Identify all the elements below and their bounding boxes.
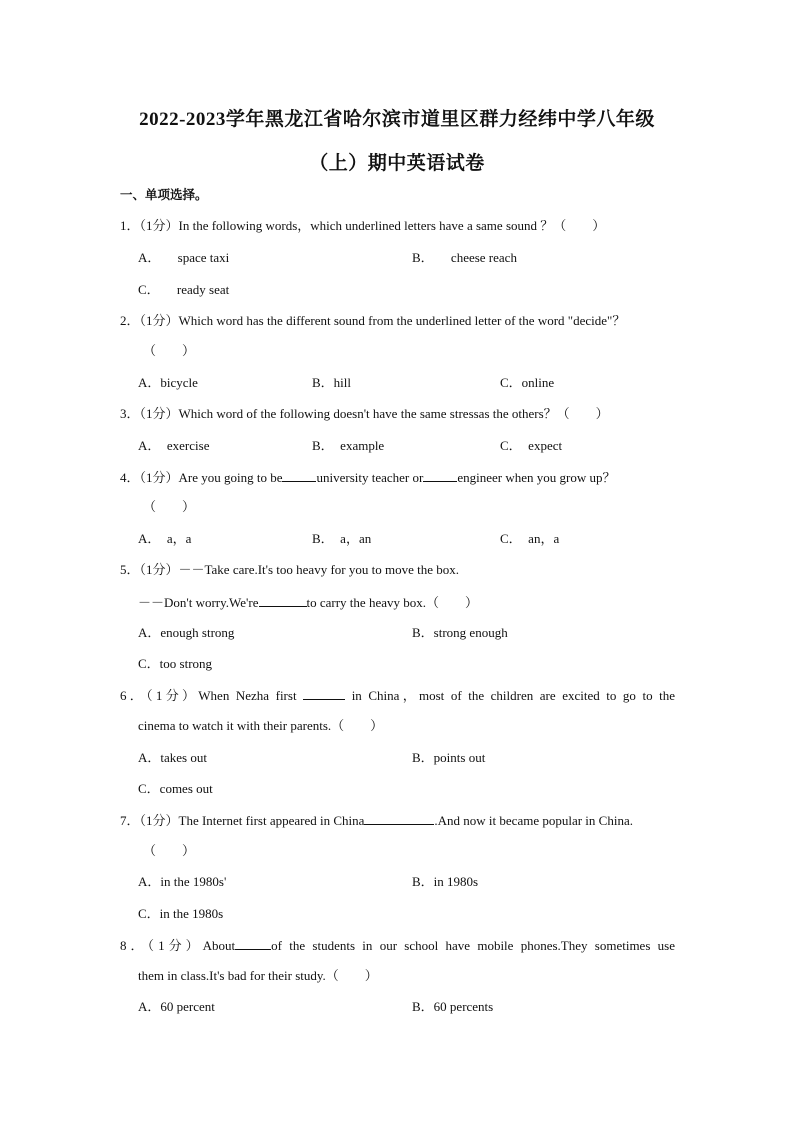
question-8-line2: them in class.It's bad for their study.（ ） (138, 968, 378, 983)
question-8-option-a: A．60 percent (138, 999, 215, 1014)
question-1-stem: 1．（1分）In the following words，which underlined letters have a same sound ？（ ） (120, 218, 606, 233)
answer-blank (423, 468, 457, 482)
option-label: A． (138, 250, 161, 265)
option-text: space taxi (177, 250, 230, 265)
question-2-option-c: C．online (500, 375, 555, 390)
stem-part: .And now it became popular in China. (434, 813, 633, 828)
question-6-option-c: C．comes out (138, 781, 213, 796)
question-7-stem (120, 811, 633, 830)
question-8-stem (120, 936, 675, 955)
question-3-option-b: B． example (312, 438, 385, 453)
question-7-option-a: A．in the 1980s' (138, 874, 227, 889)
question-4-option-c: C． an，a (500, 531, 560, 546)
question-7-option-c: C．in the 1980s (138, 906, 224, 921)
stem-part: of the students in our school have mobile phones.They sometimes use (271, 938, 675, 953)
question-2-answer-paren: （ ） (143, 343, 196, 358)
stem-part: 6．（1分）When Nezha first (120, 688, 297, 703)
answer-blank (235, 936, 271, 950)
question-3-option-c: C． expect (500, 438, 563, 453)
question-4-option-b: B． a，an (312, 531, 372, 546)
stem-part: university teacher or (316, 470, 424, 485)
question-4-answer-paren: （ ） (143, 499, 196, 514)
question-5-stem: 5．（1分）－－Take care.It's too heavy for you to move the box. (120, 562, 459, 577)
question-6-option-a: A．takes out (138, 750, 207, 765)
question-7-answer-paren: （ ） (143, 843, 196, 858)
stem-part: 4．（1分）Are you going to be (120, 470, 283, 485)
stem-part: to carry the heavy box.（ ） (306, 595, 478, 610)
question-2-option-a: A．bicycle (138, 375, 198, 390)
question-7-option-b: B．in 1980s (412, 874, 479, 889)
answer-blank (259, 593, 307, 607)
question-6-stem (120, 686, 675, 705)
question-5-line2 (138, 593, 478, 612)
question-6-line2: cinema to watch it with their parents.（ ） (138, 718, 384, 733)
question-8-option-b: B．60 percents (412, 999, 494, 1014)
question-5-option-b: B．strong enough (412, 625, 508, 640)
answer-blank (364, 811, 434, 825)
answer-blank (303, 686, 345, 700)
question-1-option-c (138, 281, 229, 299)
question-6-option-b: B．points out (412, 750, 486, 765)
stem-part: 7．（1分）The Internet first appeared in China (120, 813, 365, 828)
exam-title-line2: （上）期中英语试卷 (309, 153, 485, 174)
option-text: ready seat (176, 282, 230, 297)
question-4-option-a: A． a，a (138, 531, 192, 546)
question-1-option-a (138, 249, 229, 267)
question-4-stem (120, 468, 615, 487)
stem-part: in China，most of the children are excited to go to the (351, 688, 676, 703)
option-label: C． (138, 282, 160, 297)
question-5-option-a: A．enough strong (138, 625, 235, 640)
question-2-option-b: B．hill (312, 375, 352, 390)
question-5-option-c: C．too strong (138, 656, 213, 671)
stem-part: －－Don't worry.We're (138, 595, 259, 610)
stem-part: 8．（1分）About (120, 938, 236, 953)
stem-part: engineer when you grow up？ (457, 470, 616, 485)
question-3-stem: 3．（1分）Which word of the following doesn't have the same stressas the others？（ ） (120, 406, 609, 421)
section-heading: 一、单项选择。 (120, 188, 208, 202)
question-3-option-a: A． exercise (138, 438, 210, 453)
exam-title-line1: 2022-2023学年黑龙江省哈尔滨市道里区群力经纬中学八年级 (139, 109, 655, 130)
question-2-stem: 2．（1分）Which word has the different sound from the underlined letter of the word "decide"？ (120, 313, 626, 328)
question-1-option-b (412, 249, 517, 267)
option-label: B． (412, 250, 434, 265)
option-text: cheese reach (450, 250, 517, 265)
answer-blank (282, 468, 316, 482)
